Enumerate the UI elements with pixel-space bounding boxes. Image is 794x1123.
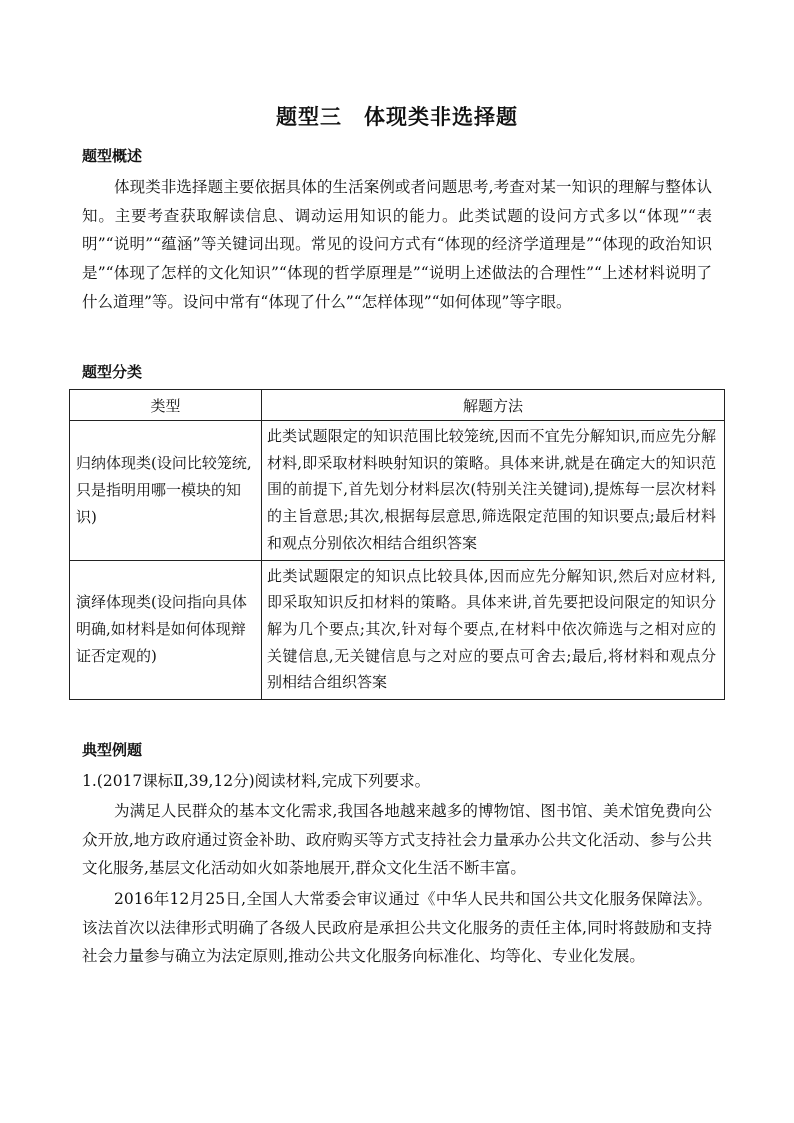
table-row <box>70 421 725 561</box>
classification-table <box>69 389 725 700</box>
overview-paragraph: 体现类非选择题主要依据具体的生活案例或者问题思考,考查对某一知识的理解与整体认知。主要考查获取解读信息、调动运用知识的能力。此类试题的设问方式多以“体现”“表明”“说明”“蕴涵”等关键词出现。常见的设问方式有“体现的经济学道理是”“体现的政治知识是”“体现了怎样的文化知识”“体现的哲学原理是”“说明上述做法的合理性”“上述材料说明了什么道理”等。设问中常有“体现了什么”“怎样体现”“如何体现”等字眼。 <box>82 178 712 311</box>
section-heading-classification: 题型分类 <box>82 363 143 381</box>
table-header-method: 解题方法 <box>262 390 725 421</box>
table-cell-method: 此类试题限定的知识点比较具体,因而应先分解知识,然后对应材料,即采取知识反扣材料的策略。具体来讲,首先要把设问限定的知识分解为几个要点;其次,针对每个要点,在材料中依次筛选与之相对应的关键信息,无关键信息与之对应的要点可舍去;最后,将材料和观点分别相结合组织答案 <box>262 560 725 700</box>
table-header-type: 类型 <box>70 390 262 421</box>
example-paragraph-1: 为满足人民群众的基本文化需求,我国各地越来越多的博物馆、图书馆、美术馆免费向公众开放,地方政府通过资金补助、政府购买等方式支持社会力量承办公共文化活动、参与公共文化服务,基层文化活动如火如荼地展开,群众文化生活不断丰富。 <box>82 802 712 878</box>
section-heading-examples: 典型例题 <box>82 741 143 759</box>
section-heading-overview: 题型概述 <box>82 147 143 165</box>
table-cell-type: 归纳体现类(设问比较笼统,只是指明用哪一模块的知识) <box>70 421 262 561</box>
table-row <box>70 560 725 700</box>
table-cell-method: 此类试题限定的知识范围比较笼统,因而不宜先分解知识,而应先分解材料,即采取材料映射知识的策略。具体来讲,就是在确定大的知识范围的前提下,首先划分材料层次(特别关注关键词),提炼每一层次材料的主旨意思;其次,根据每层意思,筛选限定范围的知识要点;最后材料和观点分别依次相结合组织答案 <box>262 421 725 561</box>
table-header-row <box>70 390 725 421</box>
example-paragraph-2: 2016年12月25日,全国人大常委会审议通过《中华人民共和国公共文化服务保障法》。该法首次以法律形式明确了各级人民政府是承担公共文化服务的责任主体,同时将鼓励和支持社会力量参与确立为法定原则,推动公共文化服务向标准化、均等化、专业化发展。 <box>82 890 712 966</box>
table-cell-type: 演绎体现类(设问指向具体明确,如材料是如何体现辩证否定观的) <box>70 560 262 700</box>
page-title: 题型三 体现类非选择题 <box>276 105 518 129</box>
example-question: 1.(2017课标Ⅱ,39,12分)阅读材料,完成下列要求。 <box>82 772 431 790</box>
